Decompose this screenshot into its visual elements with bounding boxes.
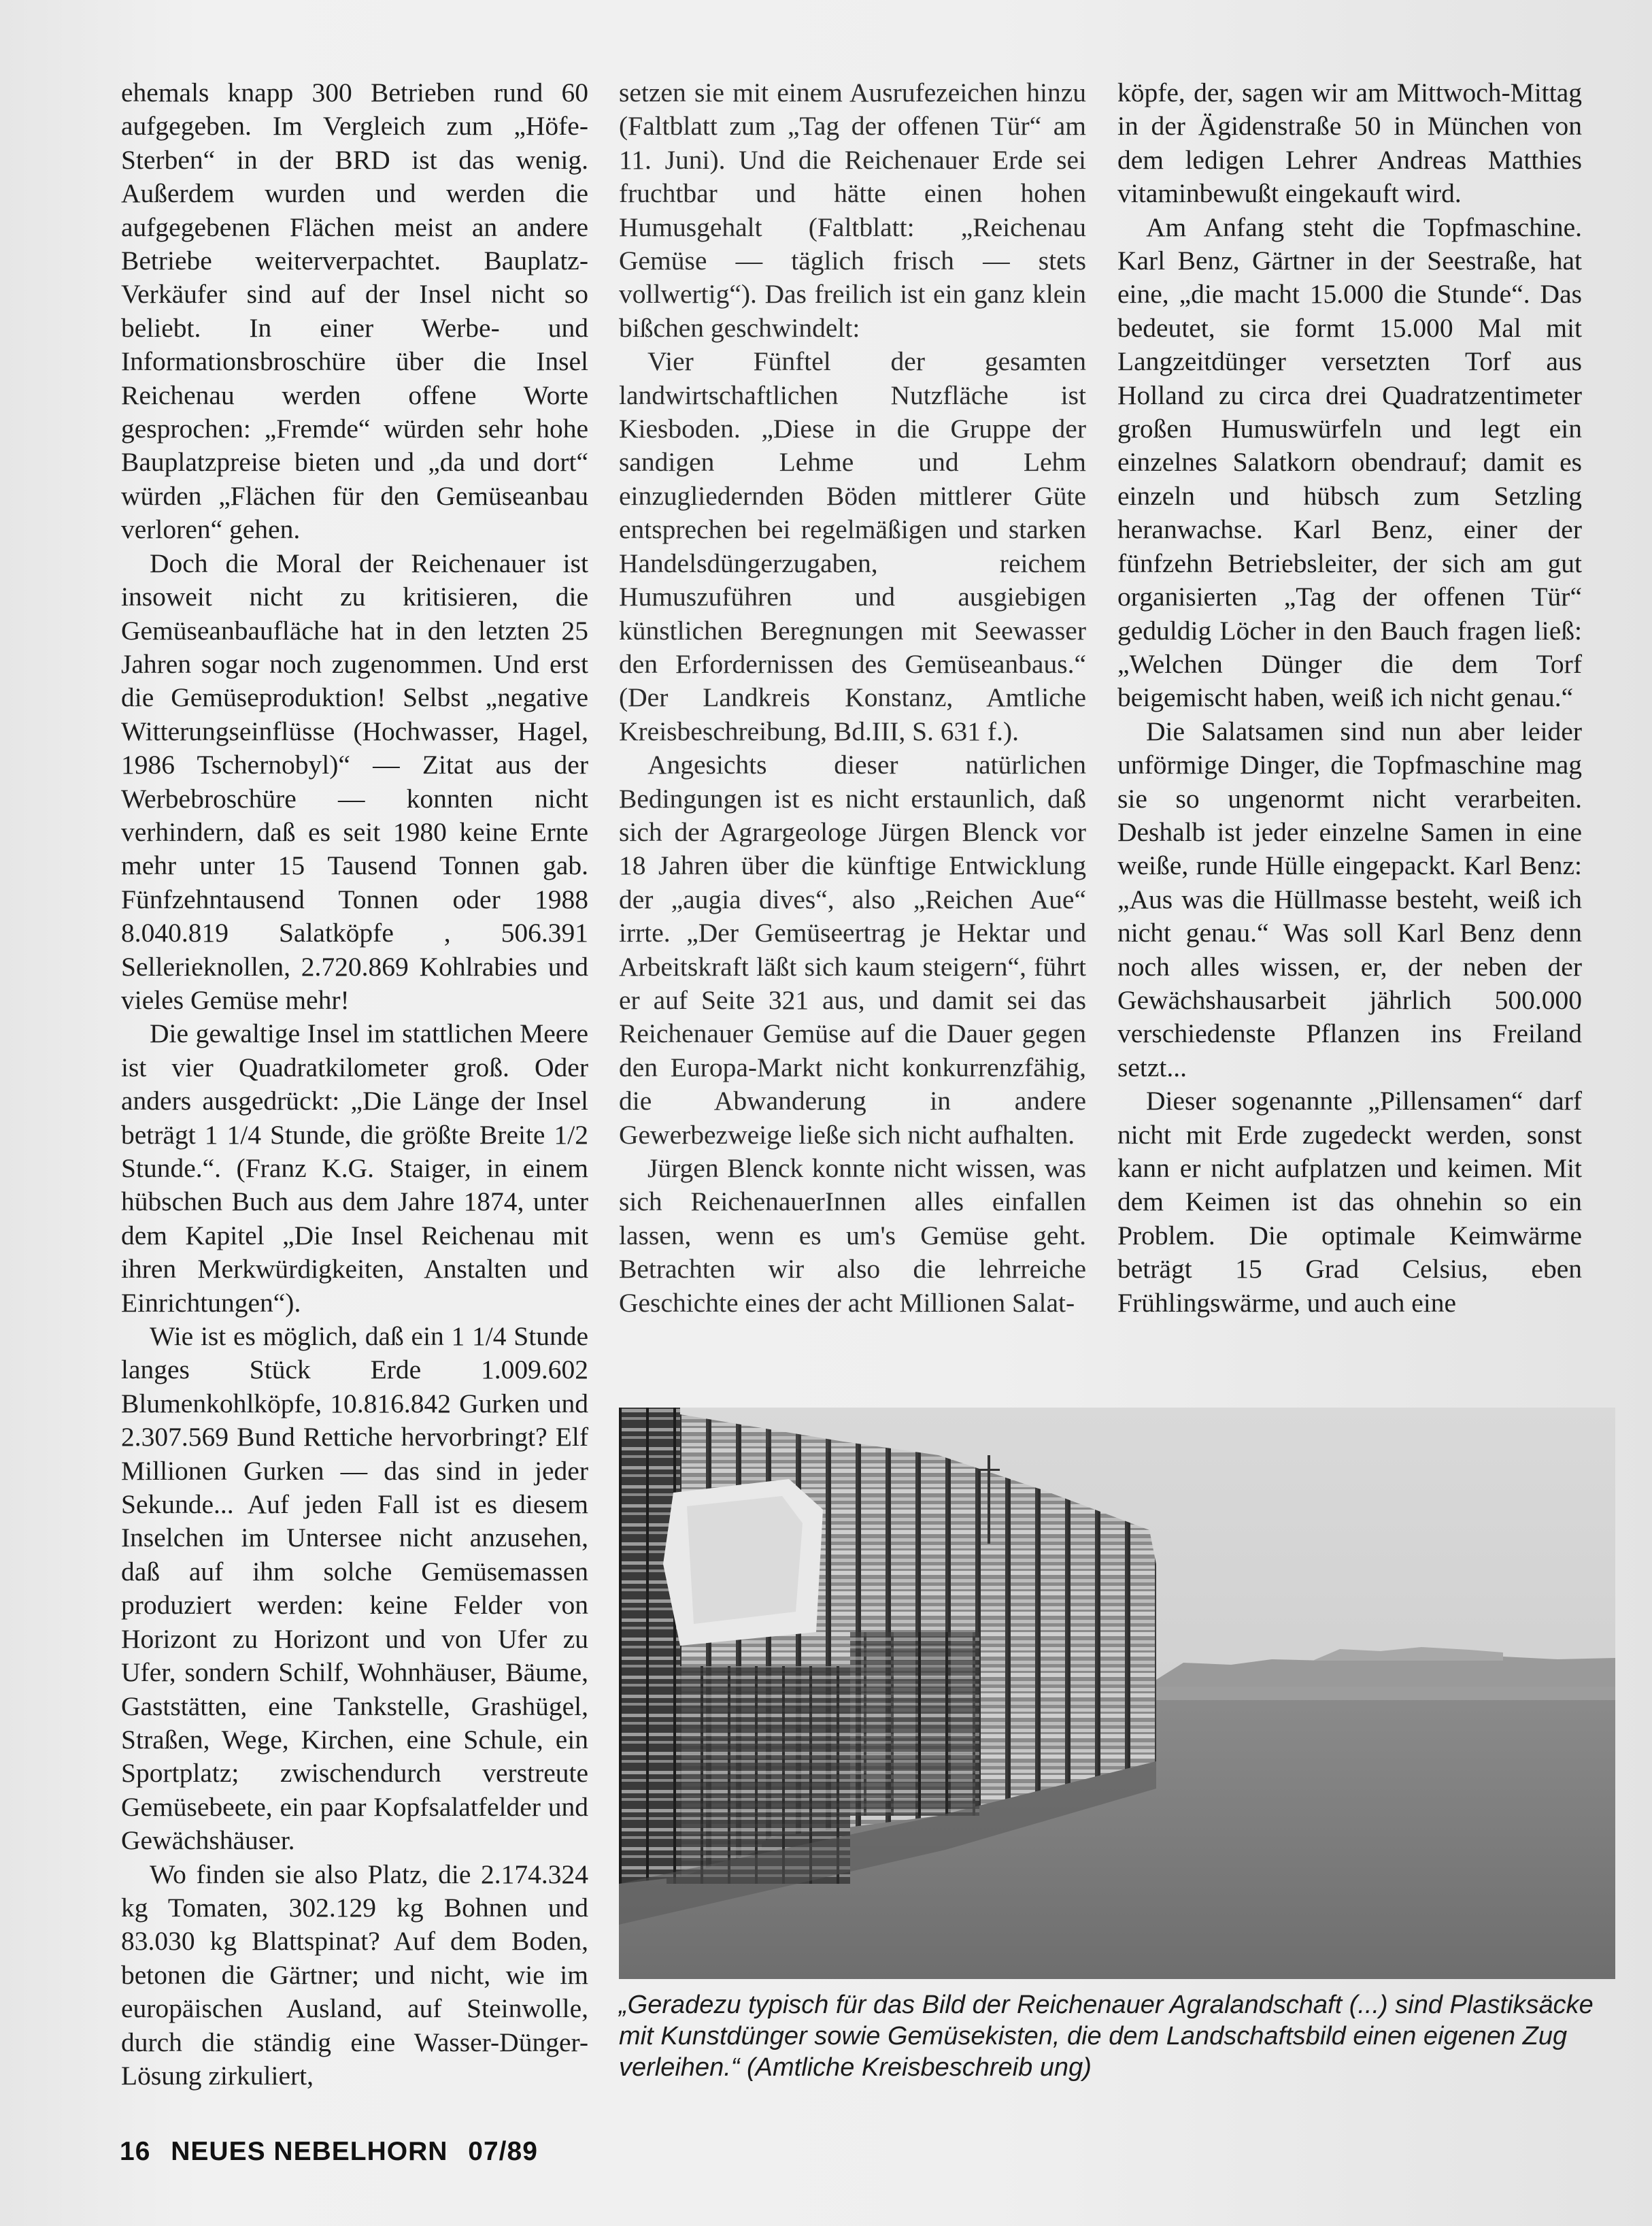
paragraph: Doch die Moral der Reichenauer ist insoweit nicht zu kritisieren, die Gemüseanbaufläche hat in den letzten 25 Jahren sogar noch zugenommen. Und erst die Gemüseproduktion! Selbst „negative Witterungseinflüsse (Hochwasser, Hagel, 1986 Tschernobyl)“ — Zitat aus der Werbebroschüre — konnten nicht verhindern, daß es seit 1980 keine Ernte mehr unter 15 Tausend Tonnen gab. Fünfzehntausend Tonnen oder 1988 8.040.819 Salatköpfe , 506.391 Sellerieknollen, 2.720.869 Kohlrabies und vieles Gemüse mehr! [121,548,588,1015]
paragraph: Wo finden sie also Platz, die 2.174.324 kg Tomaten, 302.129 kg Bohnen und 83.030 kg Blattspinat? Auf dem Boden, betonen die Gärtner; und nicht, wie im europäischen Ausland, auf Steinwolle, durch die ständig eine Wasser-Dünger-Lösung zirkuliert, [121,1859,588,2091]
crate-stacks-photo [619,1408,1615,1979]
paragraph: Jürgen Blenck konnte nicht wissen, was sich ReichenauerInnen alles einfallen lassen, wenn es um's Gemüse geht. Betrachten wir also die lehrreiche Geschichte eines der acht Millionen Salat- [619,1153,1086,1318]
paragraph: Die Salatsamen sind nun aber leider unförmige Dinger, die Topfmaschine mag sie so ungenormt nicht verarbeiten. Deshalb ist jeder einzelne Samen in eine weiße, runde Hülle eingepackt. Karl Benz: „Aus was die Hüllmasse besteht, weiß ich nicht genau.“ Was soll Karl Benz denn noch alles wissen, er, der neben der Gewächshausarbeit jährlich 500.000 verschiedenste Pflanzen ins Freiland setzt... [1117,716,1582,1082]
magazine-name: NEUES NEBELHORN [171,2137,448,2166]
paragraph: Die gewaltige Insel im stattlichen Meere ist vier Quadratkilometer groß. Oder anders ausgedrückt: „Die Länge der Insel beträgt 1 1/4 Stunde, die größte Breite 1/2 Stunde.“. (Franz K.G. Staiger, in einem hübschen Buch aus dem Jahre 1874, unter dem Kapitel „Die Insel Reichenau mit ihren Merkwürdigkeiten, Anstalten und Einrichtungen“). [121,1018,588,1318]
paragraph: ehemals knapp 300 Betrieben rund 60 aufgegeben. Im Vergleich zum „Höfe-Sterben“ in der BRD ist das wenig. Außerdem wurden und werden die aufgegebenen Flächen meist an andere Betriebe weiterverpachtet. Bauplatz-Verkäufer sind auf der Insel nicht so beliebt. In einer Werbe- und Informationsbroschüre über die Insel Reichenau werden offene Worte gesprochen: „Fremde“ würden sehr hohe Bauplatzpreise bieten und „da und dort“ würden „Flächen für den Gemüseanbau verloren“ gehen. [121,78,588,545]
issue-number: 07/89 [468,2137,538,2166]
page-footer [120,2137,550,2167]
paragraph: köpfe, der, sagen wir am Mittwoch-Mittag in der Ägidenstraße 50 in München von dem ledigen Lehrer Andreas Matthies vitaminbewußt eingekauft wird. [1117,78,1582,209]
paragraph: Vier Fünftel der gesamten landwirtschaftlichen Nutzfläche ist Kiesboden. „Diese in die Gruppe der sandigen Lehme und Lehm einzugliedernden Böden mittlerer Güte entsprechen bei regelmäßigen und starken Handelsdüngerzugaben, reichem Humuszuführen und ausgiebigen künstlichen Beregnungen mit Seewasser den Erfordernissen des Gemüseanbaus.“ (Der Landkreis Konstanz, Amtliche Kreisbeschreibung, Bd.III, S. 631 f.). [619,346,1086,746]
article-column-2 [619,76,1086,1320]
article-column-1 [121,76,588,2093]
paragraph: Dieser sogenannte „Pillensamen“ darf nicht mit Erde zugedeckt werden, sonst kann er nicht aufplatzen und keimen. Mit dem Keimen ist das ohnehin so ein Problem. Die optimale Keimwärme beträgt 15 Grad Celsius, eben Frühlingswärme, und auch eine [1117,1086,1582,1318]
article-column-3 [1117,76,1582,1320]
paragraph: setzen sie mit einem Ausrufezeichen hinzu (Faltblatt zum „Tag der offenen Tür“ am 11. Juni). Und die Reichenauer Erde sei fruchtbar und hätte einen hohen Humusgehalt (Faltblatt: „Reichenau Gemüse — täglich frisch — stets vollwertig“). Das freilich ist ein ganz klein bißchen geschwindelt: [619,78,1086,343]
paragraph: Angesichts dieser natürlichen Bedingungen ist es nicht erstaunlich, daß sich der Agrargeologe Jürgen Blenck vor 18 Jahren über die künftige Entwicklung der „augia dives“, also „Reichen Aue“ irrte. „Der Gemüseertrag je Hektar und Arbeitskraft läßt sich kaum steigern“, führt er auf Seite 321 aus, und damit sei das Reichenauer Gemüse auf die Dauer gegen den Europa-Markt nicht konkurrenzfähig, die Abwanderung in andere Gewerbezweige ließe sich nicht aufhalten. [619,750,1086,1150]
page-number: 16 [120,2137,151,2166]
paragraph: Am Anfang steht die Topfmaschine. Karl Benz, Gärtner in der Seestraße, hat eine, „die macht 15.000 die Stunde“. Das bedeutet, sie formt 15.000 Mal mit Langzeitdünger versetzten Torf aus Holland zu circa drei Quadratzentimeter großen Humuswürfeln und legt ein einzelnes Salatkorn obendrauf; damit es einzeln und hübsch zum Setzling heranwachse. Karl Benz, einer der fünfzehn Betriebsleiter, der sich am gut organisierten „Tag der offenen Tür“ geduldig Löcher in den Bauch fragen ließ: „Welchen Dünger die dem Torf beigemischt haben, weiß ich nicht genau.“ [1117,212,1582,713]
paragraph: Wie ist es möglich, daß ein 1 1/4 Stunde langes Stück Erde 1.009.602 Blumenkohlköpfe, 10.816.842 Gurken und 2.307.569 Bund Rettiche hervorbringt? Elf Millionen Gurken — das sind in jeder Sekunde... Auf jeden Fall ist es diesem Inselchen im Untersee nicht anzusehen, daß auf ihm solche Gemüsemassen produziert werden: keine Felder von Horizont zu Horizont und von Ufer zu Ufer, sondern Schilf, Wohnhäuser, Bäume, Gaststätten, eine Tankstelle, Grashügel, Straßen, Wege, Kirchen, eine Schule, ein Sportplatz; zwischendurch verstreute Gemüsebeete, ein paar Kopfsalatfelder und Gewächshäuser. [121,1321,588,1856]
photo-caption: „Geradezu typisch für das Bild der Reichenauer Agralandschaft (...) sind Plastiksäcke mit Kunstdünger sowie Gemüsekisten, die dem Landschaftsbild einen eigenen Zug verleihen.“ (Amtliche Kreisbeschreib ung) [619,1991,1594,2082]
